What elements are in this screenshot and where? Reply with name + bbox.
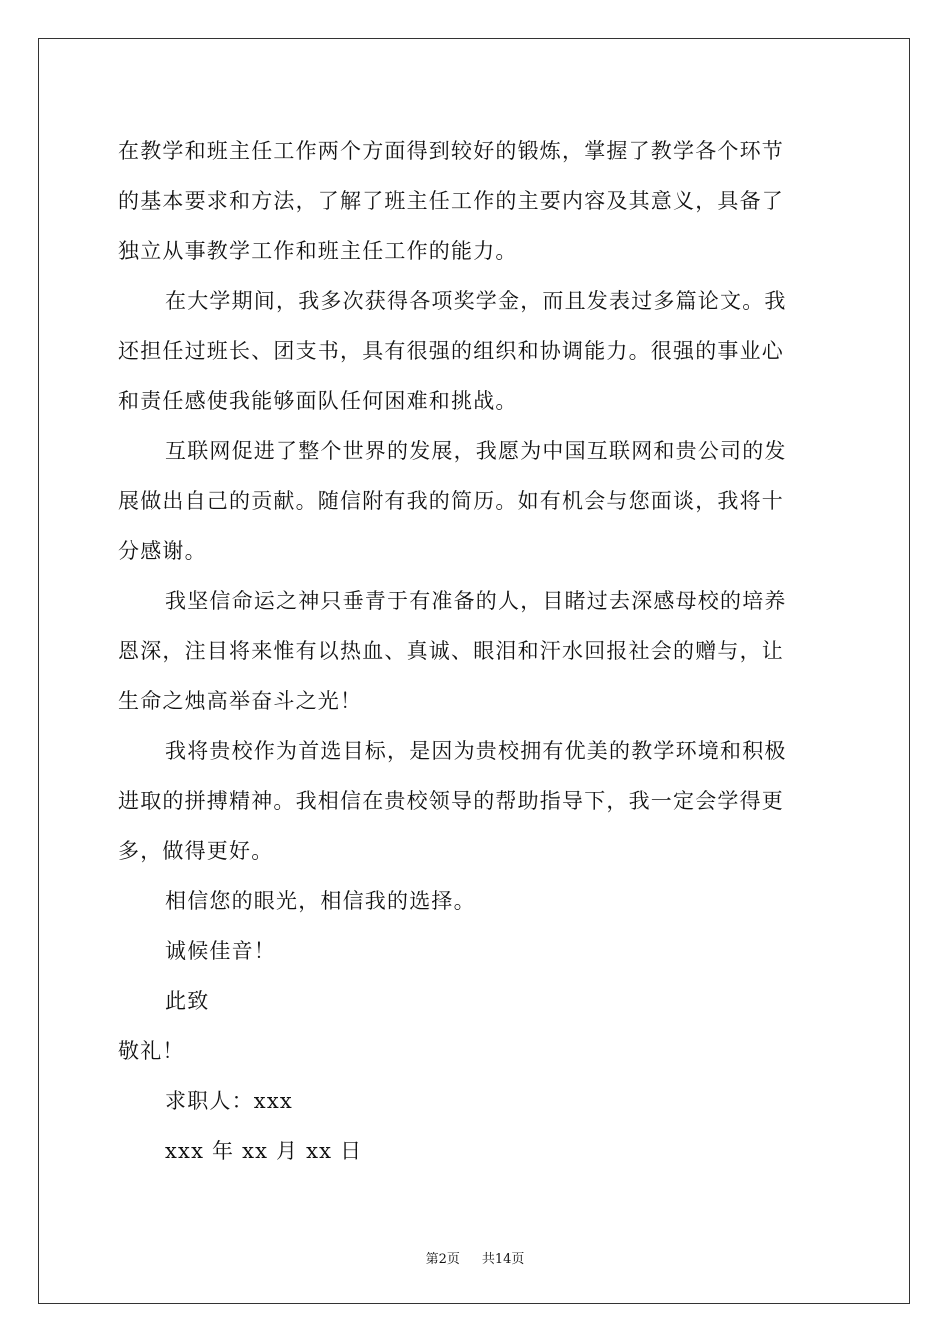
text-line: 生命之烛高举奋斗之光！: [118, 689, 363, 713]
text-line: 相信您的眼光，相信我的选择。: [165, 889, 476, 913]
text-line: 互联网促进了整个世界的发展，我愿为中国互联网和贵公司的发: [165, 439, 787, 463]
text-line: 在教学和班主任工作两个方面得到较好的锻炼，掌握了教学各个环节: [118, 139, 784, 163]
letter-body: [118, 126, 834, 1176]
text-line: 恩深，注目将来惟有以热血、真诚、眼泪和汗水回报社会的赠与，让: [118, 639, 784, 663]
text-line: 独立从事教学工作和班主任工作的能力。: [118, 239, 518, 263]
page-total: 共14页: [481, 1252, 525, 1267]
text-line: 进取的拼搏精神。我相信在贵校领导的帮助指导下，我一定会学得更: [118, 789, 784, 813]
text-line: 敬礼！: [118, 1039, 185, 1063]
text-line: xxx 年 xx 月 xx 日: [165, 1139, 363, 1163]
text-line: 我将贵校作为首选目标，是因为贵校拥有优美的教学环境和积极: [165, 739, 787, 763]
text-line: 多，做得更好。: [118, 839, 274, 863]
text-line: 我坚信命运之神只垂青于有准备的人，目睹过去深感母校的培养: [165, 589, 787, 613]
page-footer: [0, 1248, 950, 1267]
text-line: 求职人：xxx: [165, 1089, 293, 1113]
text-line: 展做出自己的贡献。随信附有我的简历。如有机会与您面谈，我将十: [118, 489, 784, 513]
text-line: 诚候佳音！: [165, 939, 276, 963]
text-line: 和责任感使我能够面队任何困难和挑战。: [118, 389, 518, 413]
text-line: 的基本要求和方法，了解了班主任工作的主要内容及其意义，具备了: [118, 189, 784, 213]
page-number: 第2页: [425, 1252, 460, 1267]
text-line: 分感谢。: [118, 539, 207, 563]
text-line: 还担任过班长、团支书，具有很强的组织和协调能力。很强的事业心: [118, 339, 784, 363]
text-line: 在大学期间，我多次获得各项奖学金，而且发表过多篇论文。我: [165, 289, 787, 313]
text-line: 此致: [165, 989, 210, 1013]
